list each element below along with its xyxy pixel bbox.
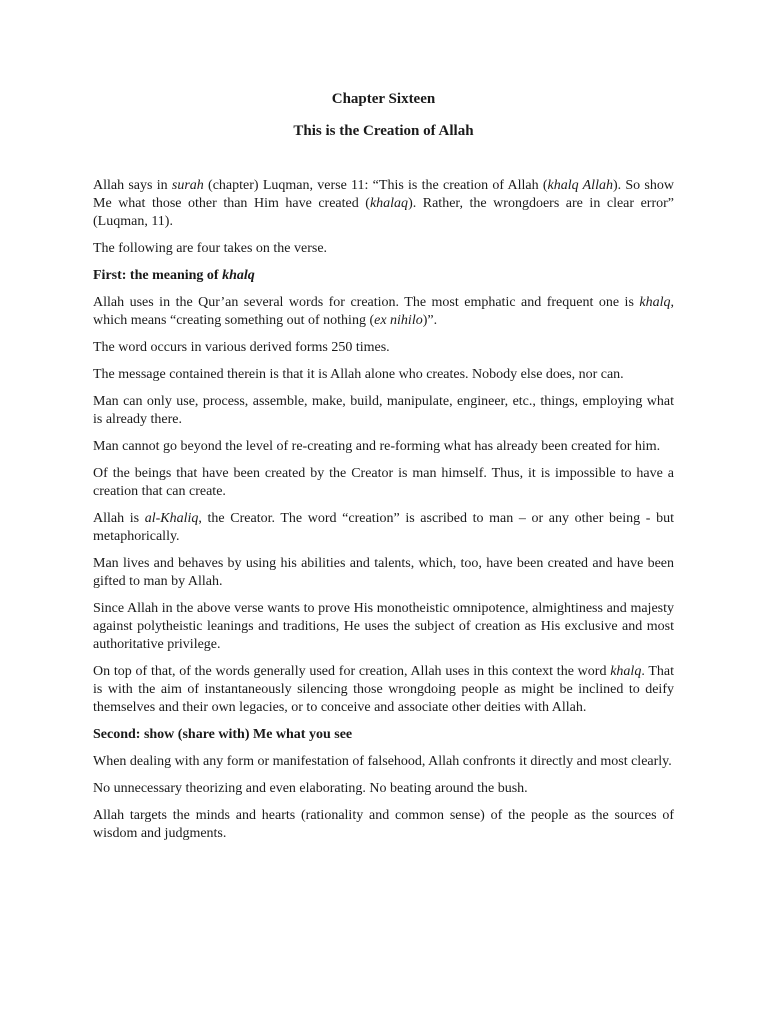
section-heading-first: First: the meaning of khalq	[93, 268, 255, 283]
document-page	[93, 87, 674, 852]
italic-term: ex nihilo	[374, 313, 423, 328]
italic-term: al-Khaliq	[144, 511, 199, 526]
paragraph-four-takes: The following are four takes on the verse.	[93, 241, 328, 256]
paragraph-man-himself-created: Of the beings that have been created by the Creator is man himself. Thus, it is impossible to have a creation that can create.	[93, 466, 674, 499]
paragraph-man-can-only-use: Man can only use, process, assemble, make, build, manipulate, engineer, etc., things, employing what is already there.	[93, 394, 674, 427]
paragraph-quran-verse: Allah says in surah (chapter) Luqman, verse 11: “This is the creation of Allah (khalq Allah). So show Me what those other than Him have created (khalaq). Rather, the wrongdoers are in clear error” (Luqman, 11).	[93, 178, 674, 229]
italic-term: khalq	[222, 268, 255, 283]
paragraph-al-khaliq: Allah is al-Khaliq, the Creator. The word “creation” is ascribed to man – or any other being - but metaphorically.	[93, 511, 674, 544]
italic-term: khalq	[639, 295, 671, 310]
paragraph-occurrences: The word occurs in various derived forms 250 times.	[93, 340, 390, 355]
paragraph-man-cannot-go-beyond: Man cannot go beyond the level of re-creating and re-forming what has already been created for him.	[93, 439, 661, 454]
section-heading-second: Second: show (share with) Me what you see	[93, 727, 353, 742]
chapter-number: Chapter Sixteen	[331, 91, 436, 107]
italic-term: khalq	[610, 664, 642, 679]
paragraph-no-theorizing: No unnecessary theorizing and even elaborating. No beating around the bush.	[93, 781, 528, 796]
paragraph-monotheistic-omnipotence: Since Allah in the above verse wants to prove His monotheistic omnipotence, almightiness and majesty against polytheistic leanings and traditions, He uses the subject of creation as His exclusive and most authoritative privilege.	[93, 601, 674, 652]
paragraph-word-khalq-context: On top of that, of the words generally used for creation, Allah uses in this context the word khalq. That is with the aim of instantaneously silencing those wrongdoing people as might be inclined to deify themselves and their own legacies, or to conceive and associate other deities with Allah.	[93, 664, 674, 715]
paragraph-confronts-falsehood: When dealing with any form or manifestation of falsehood, Allah confronts it directly and most clearly.	[93, 754, 672, 769]
italic-term: surah	[171, 178, 204, 193]
paragraph-abilities-gifted: Man lives and behaves by using his abilities and talents, which, too, have been created and have been gifted to man by Allah.	[93, 556, 674, 589]
paragraph-minds-and-hearts: Allah targets the minds and hearts (rationality and common sense) of the people as the sources of wisdom and judgments.	[93, 808, 674, 841]
italic-term: khalq Allah	[547, 178, 613, 193]
paragraph-words-for-creation: Allah uses in the Qur’an several words for creation. The most emphatic and frequent one is khalq, which means “creating something out of nothing (ex nihilo)”.	[93, 295, 674, 328]
paragraph-allah-alone-creates: The message contained therein is that it is Allah alone who creates. Nobody else does, nor can.	[93, 367, 624, 382]
italic-term: khalaq	[369, 196, 409, 211]
chapter-title: This is the Creation of Allah	[293, 123, 474, 139]
